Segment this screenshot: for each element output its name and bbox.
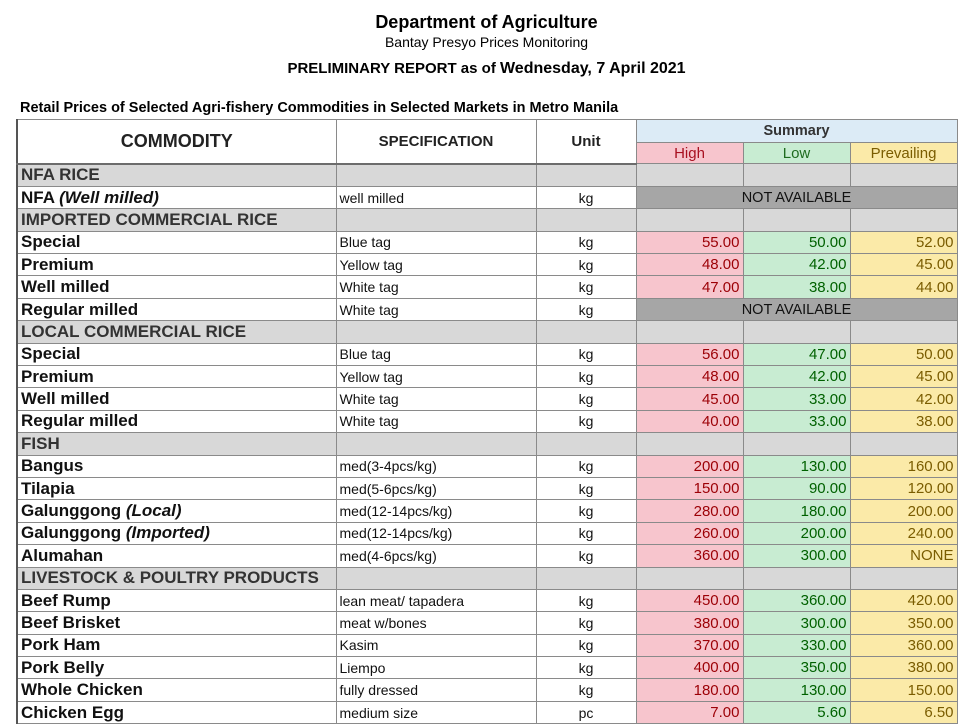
- high-price-cell: 400.00: [636, 657, 743, 679]
- category-prevailing-cell: [850, 321, 957, 343]
- specification-cell: Blue tag: [336, 231, 536, 253]
- table-row: [17, 186, 957, 208]
- specification-cell: Yellow tag: [336, 366, 536, 388]
- commodity-name-text: Alumahan: [21, 545, 104, 565]
- category-row: [17, 321, 957, 343]
- high-price-cell: 260.00: [636, 522, 743, 544]
- specification-cell: White tag: [336, 276, 536, 298]
- commodity-name-text: Special: [21, 232, 81, 252]
- specification-cell: Liempo: [336, 657, 536, 679]
- table-row: [17, 477, 957, 499]
- unit-cell: kg: [536, 366, 636, 388]
- table-row: [17, 410, 957, 432]
- category-unit-cell: [536, 567, 636, 589]
- not-available-cell: NOT AVAILABLE: [636, 186, 957, 208]
- table-row: [17, 500, 957, 522]
- commodity-name: [17, 657, 336, 679]
- category-row: [17, 164, 957, 187]
- high-price-cell: 380.00: [636, 612, 743, 634]
- commodity-name: [17, 589, 336, 611]
- commodity-name: [17, 410, 336, 432]
- category-high-cell: [636, 433, 743, 455]
- category-low-cell: [743, 433, 850, 455]
- specification-cell: well milled: [336, 186, 536, 208]
- category-name: IMPORTED COMMERCIAL RICE: [17, 209, 336, 231]
- specification-cell: White tag: [336, 298, 536, 320]
- commodity-name-text: Premium: [21, 366, 94, 386]
- specification-cell: fully dressed: [336, 679, 536, 701]
- prevailing-price-cell: 42.00: [850, 388, 957, 410]
- prevailing-price-cell: 420.00: [850, 589, 957, 611]
- unit-cell: kg: [536, 388, 636, 410]
- unit-cell: kg: [536, 410, 636, 432]
- commodity-name: [17, 254, 336, 276]
- commodity-name: [17, 343, 336, 365]
- low-price-cell: 130.00: [743, 679, 850, 701]
- commodity-name-text: Chicken Egg: [21, 702, 124, 722]
- table-row: [17, 522, 957, 544]
- unit-cell: kg: [536, 500, 636, 522]
- category-unit-cell: [536, 433, 636, 455]
- table-row: [17, 276, 957, 298]
- commodity-name: [17, 612, 336, 634]
- report-date: Wednesday, 7 April 2021: [499, 60, 686, 77]
- category-spec-cell: [336, 321, 536, 343]
- table-row: [17, 634, 957, 656]
- table-row: [17, 254, 957, 276]
- low-price-cell: 90.00: [743, 477, 850, 499]
- unit-cell: kg: [536, 679, 636, 701]
- high-price-cell: 360.00: [636, 545, 743, 567]
- low-price-cell: 350.00: [743, 657, 850, 679]
- high-price-cell: 40.00: [636, 410, 743, 432]
- commodity-name-text: Bangus: [21, 456, 84, 476]
- table-row: [17, 343, 957, 365]
- commodity-name: [17, 298, 336, 320]
- commodity-name: [17, 231, 336, 253]
- unit-cell: kg: [536, 231, 636, 253]
- category-name: NFA RICE: [17, 164, 336, 187]
- specification-cell: med(12-14pcs/kg): [336, 522, 536, 544]
- commodity-name: [17, 388, 336, 410]
- low-price-cell: 33.00: [743, 410, 850, 432]
- high-price-cell: 200.00: [636, 455, 743, 477]
- unit-cell: kg: [536, 298, 636, 320]
- high-price-cell: 47.00: [636, 276, 743, 298]
- report-label: PRELIMINARY REPORT as of: [287, 60, 496, 77]
- specification-cell: med(5-6pcs/kg): [336, 477, 536, 499]
- category-prevailing-cell: [850, 567, 957, 589]
- high-price-cell: 45.00: [636, 388, 743, 410]
- category-spec-cell: [336, 567, 536, 589]
- high-price-cell: 55.00: [636, 231, 743, 253]
- category-unit-cell: [536, 164, 636, 187]
- table-row: [17, 545, 957, 567]
- commodity-name-text: Regular milled: [21, 411, 139, 431]
- category-spec-cell: [336, 164, 536, 187]
- table-row: [17, 455, 957, 477]
- high-price-cell: 370.00: [636, 634, 743, 656]
- commodity-name-text: Galunggong: [21, 501, 122, 521]
- commodity-name-text: Pork Ham: [21, 635, 101, 655]
- commodity-header: COMMODITY: [17, 120, 336, 164]
- unit-cell: kg: [536, 477, 636, 499]
- unit-cell: kg: [536, 657, 636, 679]
- category-row: [17, 433, 957, 455]
- commodity-name-qualifier: (Local): [125, 501, 182, 521]
- specification-cell: Yellow tag: [336, 254, 536, 276]
- low-price-cell: 42.00: [743, 366, 850, 388]
- commodity-name-text: NFA: [21, 187, 55, 207]
- high-price-cell: 150.00: [636, 477, 743, 499]
- commodity-name: [17, 679, 336, 701]
- category-prevailing-cell: [850, 164, 957, 187]
- specification-cell: meat w/bones: [336, 612, 536, 634]
- table-row: [17, 657, 957, 679]
- unit-cell: kg: [536, 276, 636, 298]
- prevailing-price-cell: 380.00: [850, 657, 957, 679]
- low-price-cell: 330.00: [743, 634, 850, 656]
- unit-cell: kg: [536, 186, 636, 208]
- prevailing-price-cell: 240.00: [850, 522, 957, 544]
- prevailing-price-cell: 160.00: [850, 455, 957, 477]
- unit-header: Unit: [536, 120, 636, 164]
- category-prevailing-cell: [850, 433, 957, 455]
- low-price-cell: 5.60: [743, 701, 850, 723]
- low-price-cell: 38.00: [743, 276, 850, 298]
- commodity-name-text: Well milled: [21, 389, 110, 409]
- prevailing-price-cell: NONE: [850, 545, 957, 567]
- commodity-name-qualifier: (Well milled): [59, 187, 159, 207]
- prevailing-header: Prevailing: [850, 143, 957, 164]
- category-low-cell: [743, 209, 850, 231]
- commodity-name-text: Pork Belly: [21, 657, 105, 677]
- unit-cell: kg: [536, 589, 636, 611]
- commodity-name: [17, 545, 336, 567]
- high-price-cell: 450.00: [636, 589, 743, 611]
- high-price-cell: 180.00: [636, 679, 743, 701]
- category-name: FISH: [17, 433, 336, 455]
- commodity-name: [17, 634, 336, 656]
- commodity-name-text: Regular milled: [21, 299, 139, 319]
- commodity-name-text: Galunggong: [21, 523, 122, 543]
- low-price-cell: 200.00: [743, 522, 850, 544]
- commodity-name: [17, 455, 336, 477]
- prevailing-price-cell: 200.00: [850, 500, 957, 522]
- low-price-cell: 50.00: [743, 231, 850, 253]
- specification-cell: med(12-14pcs/kg): [336, 500, 536, 522]
- category-low-cell: [743, 321, 850, 343]
- category-high-cell: [636, 321, 743, 343]
- category-spec-cell: [336, 433, 536, 455]
- prevailing-price-cell: 50.00: [850, 343, 957, 365]
- table-row: [17, 388, 957, 410]
- specification-cell: med(3-4pcs/kg): [336, 455, 536, 477]
- low-price-cell: 47.00: [743, 343, 850, 365]
- category-row: [17, 567, 957, 589]
- high-price-cell: 56.00: [636, 343, 743, 365]
- high-price-cell: 7.00: [636, 701, 743, 723]
- category-prevailing-cell: [850, 209, 957, 231]
- table-row: [17, 298, 957, 320]
- specification-header: SPECIFICATION: [336, 120, 536, 164]
- category-high-cell: [636, 209, 743, 231]
- category-name: LIVESTOCK & POULTRY PRODUCTS: [17, 567, 336, 589]
- commodity-name-text: Special: [21, 344, 81, 364]
- category-unit-cell: [536, 209, 636, 231]
- commodity-name: [17, 186, 336, 208]
- low-price-cell: 33.00: [743, 388, 850, 410]
- high-price-cell: 48.00: [636, 254, 743, 276]
- prevailing-price-cell: 45.00: [850, 254, 957, 276]
- specification-cell: White tag: [336, 388, 536, 410]
- commodity-name: [17, 276, 336, 298]
- commodity-name-text: Beef Rump: [21, 590, 111, 610]
- table-row: [17, 612, 957, 634]
- commodity-name: [17, 522, 336, 544]
- specification-cell: med(4-6pcs/kg): [336, 545, 536, 567]
- table-row: [17, 701, 957, 723]
- commodity-name: [17, 366, 336, 388]
- unit-cell: kg: [536, 455, 636, 477]
- table-row: [17, 366, 957, 388]
- prevailing-price-cell: 350.00: [850, 612, 957, 634]
- prevailing-price-cell: 150.00: [850, 679, 957, 701]
- low-price-cell: 42.00: [743, 254, 850, 276]
- unit-cell: kg: [536, 343, 636, 365]
- category-high-cell: [636, 567, 743, 589]
- high-price-cell: 48.00: [636, 366, 743, 388]
- table-title: Retail Prices of Selected Agri-fishery Commodities in Selected Markets in Metro Manila: [20, 100, 619, 116]
- low-price-cell: 360.00: [743, 589, 850, 611]
- category-row: [17, 209, 957, 231]
- specification-cell: lean meat/ tapadera: [336, 589, 536, 611]
- unit-cell: kg: [536, 545, 636, 567]
- prevailing-price-cell: 120.00: [850, 477, 957, 499]
- category-name: LOCAL COMMERCIAL RICE: [17, 321, 336, 343]
- unit-cell: kg: [536, 612, 636, 634]
- department-title: Department of Agriculture: [375, 12, 598, 32]
- category-spec-cell: [336, 209, 536, 231]
- table-row: [17, 231, 957, 253]
- low-price-cell: 130.00: [743, 455, 850, 477]
- specification-cell: White tag: [336, 410, 536, 432]
- unit-cell: kg: [536, 634, 636, 656]
- prevailing-price-cell: 360.00: [850, 634, 957, 656]
- high-price-cell: 280.00: [636, 500, 743, 522]
- not-available-cell: NOT AVAILABLE: [636, 298, 957, 320]
- program-subtitle: Bantay Presyo Prices Monitoring: [384, 34, 589, 50]
- summary-header: Summary: [636, 120, 957, 143]
- commodity-name: [17, 701, 336, 723]
- category-unit-cell: [536, 321, 636, 343]
- commodity-name-text: Tilapia: [21, 478, 75, 498]
- report-date-line: [0, 60, 973, 78]
- unit-cell: kg: [536, 254, 636, 276]
- prevailing-price-cell: 6.50: [850, 701, 957, 723]
- table-row: [17, 679, 957, 701]
- category-low-cell: [743, 164, 850, 187]
- prevailing-price-cell: 38.00: [850, 410, 957, 432]
- price-table: [16, 119, 958, 724]
- unit-cell: pc: [536, 701, 636, 723]
- commodity-name-text: Beef Brisket: [21, 613, 121, 632]
- unit-cell: kg: [536, 522, 636, 544]
- commodity-name-text: Premium: [21, 254, 94, 274]
- low-price-cell: 300.00: [743, 545, 850, 567]
- category-low-cell: [743, 567, 850, 589]
- commodity-name-text: Whole Chicken: [21, 680, 143, 700]
- commodity-name-text: Well milled: [21, 277, 110, 297]
- commodity-name-qualifier: (Imported): [125, 523, 210, 543]
- commodity-name: [17, 500, 336, 522]
- category-high-cell: [636, 164, 743, 187]
- commodity-name: [17, 477, 336, 499]
- specification-cell: medium size: [336, 701, 536, 723]
- high-header: High: [636, 143, 743, 164]
- specification-cell: Blue tag: [336, 343, 536, 365]
- low-header: Low: [743, 143, 850, 164]
- table-row: [17, 589, 957, 611]
- prevailing-price-cell: 45.00: [850, 366, 957, 388]
- low-price-cell: 180.00: [743, 500, 850, 522]
- prevailing-price-cell: 44.00: [850, 276, 957, 298]
- low-price-cell: 300.00: [743, 612, 850, 634]
- prevailing-price-cell: 52.00: [850, 231, 957, 253]
- specification-cell: Kasim: [336, 634, 536, 656]
